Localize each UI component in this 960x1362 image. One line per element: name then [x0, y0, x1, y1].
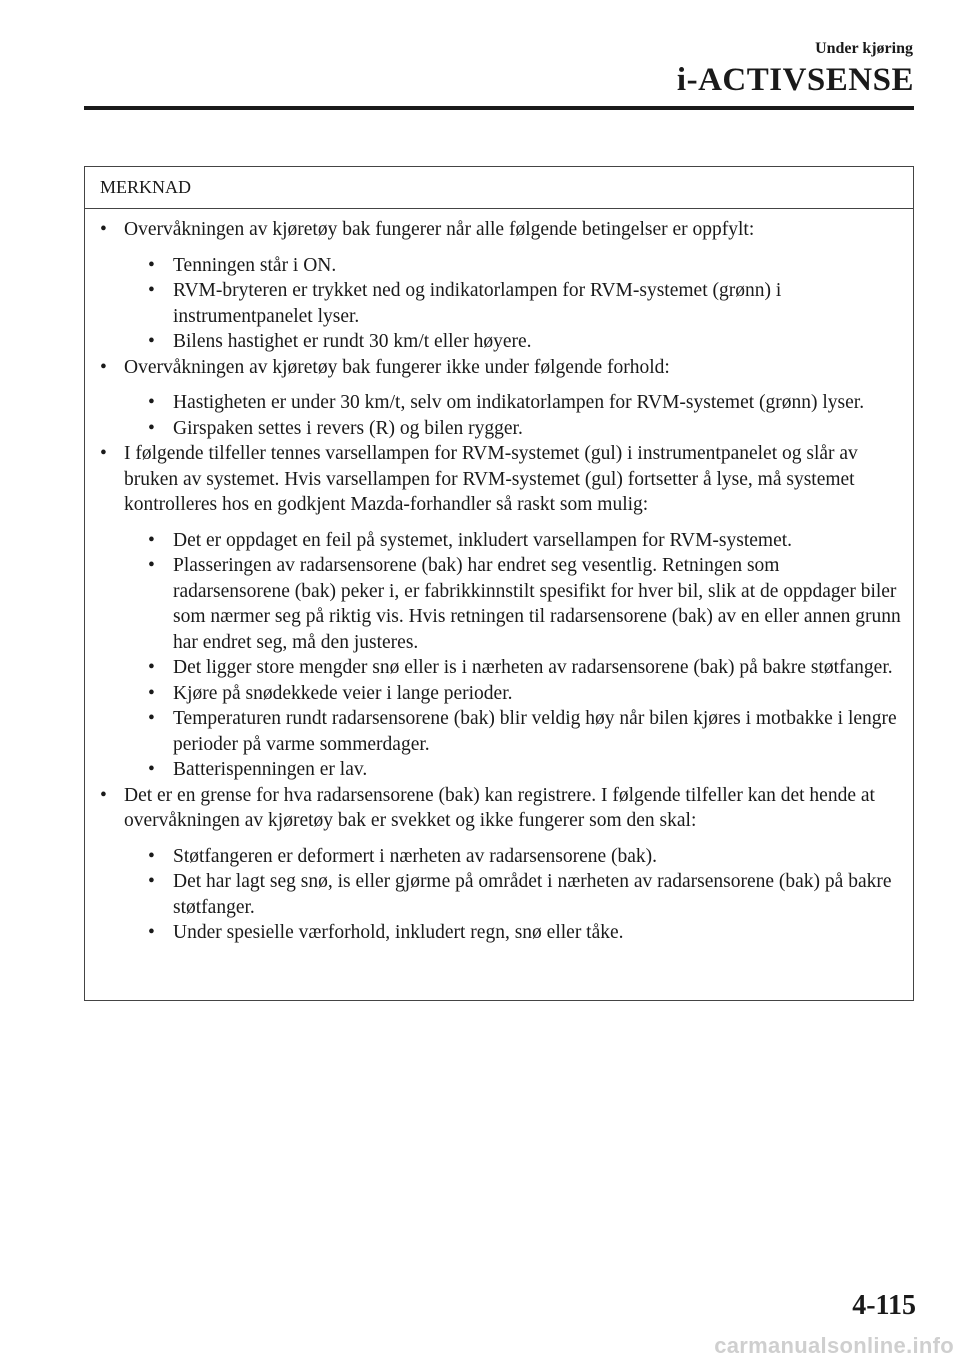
sub-item [148, 920, 901, 946]
sub-item [148, 528, 901, 554]
sub-bullet-icon: • [148, 845, 155, 867]
sub-item [148, 390, 901, 416]
sub-item-text: Girspaken settes i revers (R) og bilen rygger. [173, 417, 523, 439]
sub-item-text: Det har lagt seg snø, is eller gjørme på området i nærheten av radarsensorene (bak) på bakre støtfanger. [173, 871, 892, 918]
note-item [100, 783, 901, 946]
sub-bullet-icon: • [148, 529, 155, 551]
sub-item [148, 553, 901, 655]
note-item [100, 441, 901, 783]
sub-item-text: Støtfangeren er deformert i nærheten av radarsensorene (bak). [173, 845, 658, 867]
note-item-text: Overvåkningen av kjøretøy bak fungerer ikke under følgende forhold: [124, 356, 670, 378]
sub-bullet-icon: • [148, 759, 155, 780]
sub-item [148, 253, 901, 279]
sub-item [148, 844, 901, 870]
note-box [84, 166, 914, 1001]
note-item [100, 355, 901, 442]
sub-item [148, 681, 901, 707]
page-title: i-ACTIVSENSE [676, 62, 914, 98]
sub-item [148, 329, 901, 355]
sub-list [124, 390, 901, 441]
section-label: Under kjøring [815, 40, 913, 57]
bullet-icon: • [100, 443, 107, 464]
page-number: 4-115 [852, 1290, 916, 1321]
sub-bullet-icon: • [148, 254, 155, 276]
sub-item [148, 655, 901, 681]
sub-item-text: Tenningen står i ON. [173, 254, 337, 276]
sub-item-text: Plasseringen av radarsensorene (bak) har endret seg vesentlig. Retningen som radarsensorene (bak) peker i, er fabrikkinnstilt spesifikt for hver bil, slik at de oppdager biler som nærmer seg på riktig vis. Hvis retningen til radarsensorene (bak) av en eller annen grunn har endret seg, må den justeres. [173, 555, 901, 653]
note-item-text: Det er en grense for hva radarsensorene (bak) kan registrere. I følgende tilfeller kan det hende at overvåkningen av kjøretøy bak er svekket og ikke fungerer som den skal: [124, 784, 875, 831]
sub-item-text: Under spesielle værforhold, inkludert regn, snø eller tåke. [173, 922, 624, 943]
sub-item-text: RVM-bryteren er trykket ned og indikatorlampen for RVM-systemet (grønn) i instrumentpanelet lyser. [173, 280, 782, 327]
sub-item-text: Kjøre på snødekkede veier i lange perioder. [173, 682, 513, 704]
sub-item-text: Det ligger store mengder snø eller is i nærheten av radarsensorene (bak) på bakre støtfanger. [173, 657, 893, 678]
sub-bullet-icon: • [148, 657, 155, 678]
sub-bullet-icon: • [148, 331, 155, 352]
sub-bullet-icon: • [148, 392, 155, 413]
sub-item [148, 416, 901, 442]
sub-item-text: Batterispenningen er lav. [173, 759, 368, 780]
sub-bullet-icon: • [148, 708, 155, 729]
sub-item-text: Temperaturen rundt radarsensorene (bak) blir veldig høy når bilen kjøres i motbakke i lengre perioder på varme sommerdager. [173, 708, 897, 755]
note-item-text: Overvåkningen av kjøretøy bak fungerer når alle følgende betingelser er oppfylt: [124, 219, 755, 240]
sub-item [148, 869, 901, 920]
header-divider [84, 106, 914, 110]
note-item [100, 217, 901, 355]
sub-item [148, 757, 901, 783]
sub-item-text: Bilens hastighet er rundt 30 km/t eller høyere. [173, 331, 532, 352]
bullet-icon: • [100, 219, 107, 240]
sub-bullet-icon: • [148, 417, 155, 439]
watermark: carmanualsonline.info [714, 1333, 954, 1358]
sub-bullet-icon: • [148, 280, 155, 301]
sub-item-text: Hastigheten er under 30 km/t, selv om indikatorlampen for RVM-systemet (grønn) lyser. [173, 392, 865, 413]
sub-list [124, 844, 901, 946]
sub-item [148, 278, 901, 329]
note-title: MERKNAD [85, 167, 913, 209]
note-body [85, 209, 913, 946]
sub-item-text: Det er oppdaget en feil på systemet, inkludert varsellampen for RVM-systemet. [173, 529, 793, 551]
sub-bullet-icon: • [148, 871, 155, 892]
bullet-icon: • [100, 356, 107, 378]
sub-bullet-icon: • [148, 682, 155, 704]
bullet-icon: • [100, 784, 107, 806]
sub-bullet-icon: • [148, 922, 155, 943]
sub-item [148, 706, 901, 757]
sub-list [124, 253, 901, 355]
sub-list [124, 528, 901, 783]
note-item-text: I følgende tilfeller tennes varsellampen for RVM-systemet (gul) i instrumentpanelet og slår av bruken av systemet. Hvis varsellampen for RVM-systemet (gul) fortsetter å lyse, må systemet kontrolleres hos en godkjent Mazda-forhandler så raskt som mulig: [124, 443, 858, 515]
sub-bullet-icon: • [148, 555, 155, 576]
